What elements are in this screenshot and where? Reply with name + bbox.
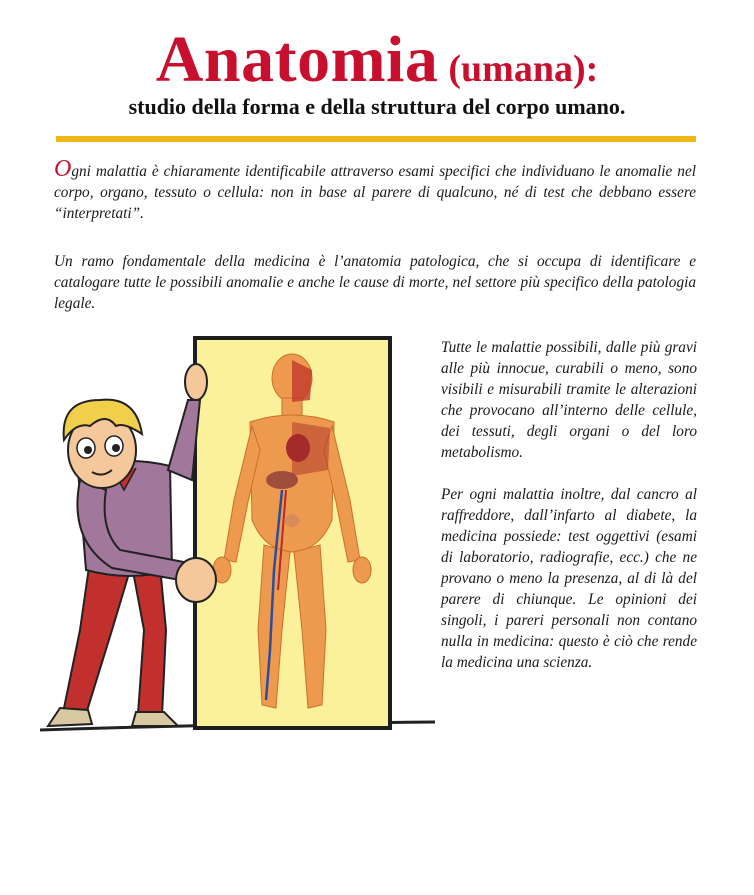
cartoon-boy-icon xyxy=(48,364,216,726)
paragraph-2: Un ramo fondamentale della medicina è l’anatomia patologica, che si occupa di identificare e catalogare tutte le possibili anomalie e anche le cause di morte, nel settore più specifico della patologia legale. xyxy=(54,253,696,312)
title-parenthetical: (umana): xyxy=(448,48,599,90)
drop-cap: O xyxy=(54,156,72,182)
paragraph-4: Per ogni malattia inoltre, dal cancro al raffreddore, dall’infarto al diabete, la medicina possiede: test oggettivi (esami di laboratorio, radiografie, ecc.) che ne provano o meno la presenza, al di là del parere di chiunque. Le opinioni dei singoli, i pareri personali non contano nulla in medicina: questo è ciò che rende la medicina una scienza. xyxy=(441,486,697,671)
yellow-divider xyxy=(56,136,696,142)
boy-holding-anatomy-poster xyxy=(20,330,440,740)
page-subtitle: studio della forma e della struttura del corpo umano. xyxy=(128,94,626,119)
liver-icon xyxy=(266,471,298,489)
heart-icon xyxy=(286,434,310,462)
paragraph-1 xyxy=(54,156,696,224)
paragraph-1-text: gni malattia è chiaramente identificabile attraverso esami specifici che individuano le anomalie nel corpo, organo, tessuto o cellula: non in base al parere di qualcuno, né di test che debbano essere “interpretati”. xyxy=(54,163,696,222)
anatomy-poster-icon xyxy=(195,338,390,728)
paragraph-3: Tutte le malattie possibili, dalle più gravi alle più innocue, curabili o meno, sono visibili e misurabili tramite le alterazioni che provocano all’interno delle cellule, dei tessuti, degli organi o del loro metabolismo. xyxy=(441,339,697,461)
title-main: Anatomia xyxy=(155,23,439,96)
page-title xyxy=(0,22,754,98)
